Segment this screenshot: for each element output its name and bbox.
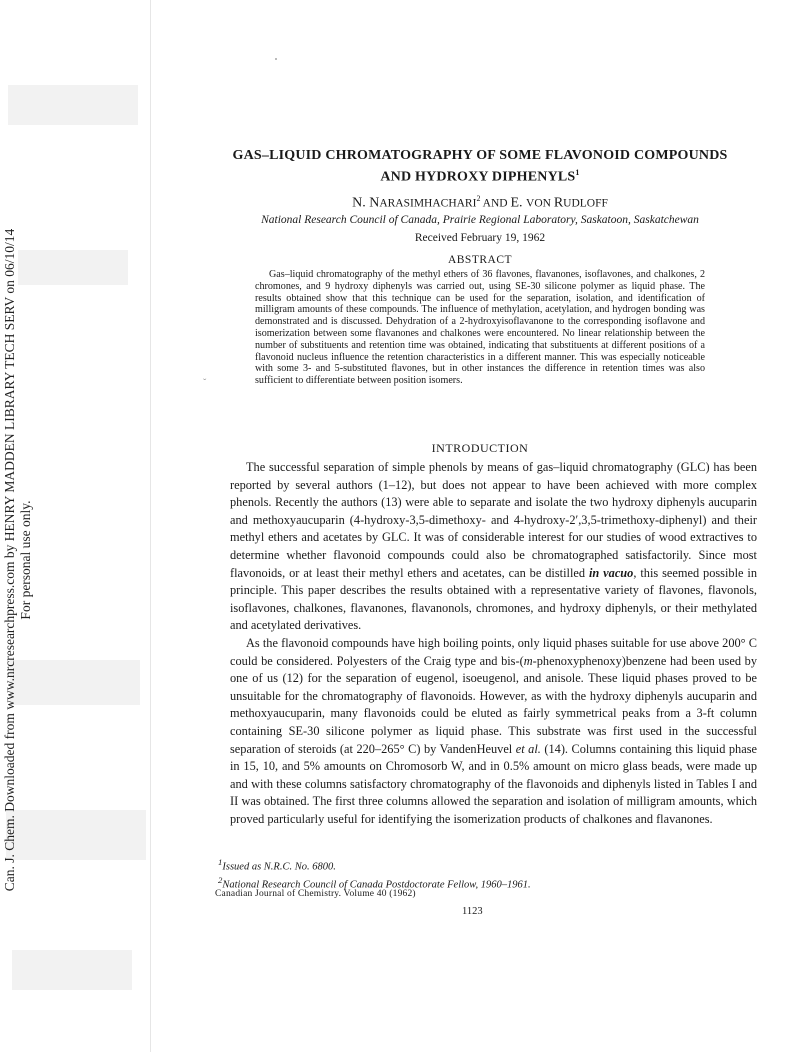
journal-citation: Canadian Journal of Chemistry. Volume 40 (1962) xyxy=(215,889,416,899)
paragraph-2 xyxy=(230,635,757,829)
abstract-text: Gas–liquid chromatography of the methyl ethers of 36 flavones, flavanones, isoflavones, and chalkones, 2 chromones, and 9 hydroxy diphenyls was carried out, using SE-30 silicone polymer as liquid phase. The results obtained show that this technique can be used for the separation, isolation, and identification of milligram amounts of these compounds. The influence of methylation, acetylation, and hydrogen bonding was demonstrated and is discussed. Dehydration of a 2-hydroxyisoflavanone to the corresponding isoflavone and isomerization between some flavanones and chalkones were encountered. No linear relationship between the number of substituents and retention time was obtained, indicating that substituents at different positions of a flavonoid nucleus influence the retention characteristics in a different manner. This was especially noticeable with some 3- and 5-substituted flavones, but in other instances the difference in retention times was also sufficient to differentiate between position isomers. xyxy=(255,269,705,387)
title-line-2 xyxy=(215,164,745,186)
personal-use-notice: For personal use only. xyxy=(18,500,33,620)
et-al-italic: et al. xyxy=(515,741,541,756)
paragraph-2-part-a: As the flavonoid compounds have high boiling points, only liquid phases suitable for use above 200° C could be considered. Polyesters of the Craig type and bis-( xyxy=(230,635,757,668)
abstract-heading: ABSTRACT xyxy=(447,254,513,266)
paragraph-1-part-a: The successful separation of simple phenols by means of gas–liquid chromatography (GLC) has been reported by several authors (1–12), but does not appear to have been achieved with more complex phenols. Recently the authors (13) were able to separate and isolate the two hydroxy diphenyls aucuparin and methoxyaucuparin (4-hydroxy-3,5-dimethoxy- and 4-hydroxy-2′,3,5-trimethoxy-diphenyl) and their methyl ethers and acetates by GLC. It was of considerable interest for our studies of wood extractives to determine whether flavonoid compounds could also be chromatographed satisfactorily. Since most flavonoids, or at least their methyl ethers and acetates, can be distilled xyxy=(230,460,757,580)
author1-footnote-mark: 2 xyxy=(476,194,481,203)
scan-smudge xyxy=(12,950,132,990)
affiliation: National Research Council of Canada, Prairie Regional Laboratory, Saskatoon, Saskatchewan xyxy=(261,214,699,226)
received-date: Received February 19, 1962 xyxy=(414,232,546,244)
author-and: AND xyxy=(480,197,511,210)
footnote-2-mark: 2 xyxy=(218,874,223,885)
paragraph-2-part-b: -phenoxyphenoxy)benzene had been used by one of us (12) for the separation of eugenol, isoeugenol, and anisole. These liquid phases proved to be unsuitable for the chromatography of flavonoids. However, as with the hydroxy diphenyls aucuparin and methoxyaucuparin, many flavonoids could be eluted as fairly symmetrical peaks from a 3-ft column containing SE-30 silicone polymer as liquid phase. This substrate was first used in the successful separation of steroids (at 220–265° C) by VandenHeuvel xyxy=(230,653,758,756)
title-line-2-text: AND HYDROXY DIPHENYLS xyxy=(380,169,576,185)
scan-dot xyxy=(275,58,277,60)
author2-von: VON xyxy=(526,197,554,210)
introduction-heading: INTRODUCTION xyxy=(431,441,529,455)
footnote-1-text: Issued as N.R.C. No. 6800. xyxy=(222,861,336,873)
scan-smudge xyxy=(18,250,128,285)
download-watermark xyxy=(2,190,34,930)
author1-surname: ARASIMHACHARI xyxy=(379,197,477,210)
footnote-2-text: National Research Council of Canada Postdoctorate Fellow, 1960–1961. xyxy=(222,879,531,890)
scan-smudge xyxy=(8,85,138,125)
in-vacuo-italic: in vacuo xyxy=(588,565,634,580)
author2-surname: UDLOFF xyxy=(563,197,608,210)
author1-initial: N. N xyxy=(352,195,380,211)
paragraph-2-part-c: (14). Columns containing this liquid phase in 15, 10, and 5% amounts on Chromosorb W, and in 0.5% amount on micro glass beads, were made up and with these columns satisfactory chromatography of the flavonoids and diphenyls listed in Tables I and II was obtained. The first three columns allowed the separation and isolation of milligram amounts, which proved particularly useful for identifying the isomerization products of chalkones and flavanones. xyxy=(230,741,757,826)
title-footnote-mark: 1 xyxy=(575,168,580,177)
paper-title xyxy=(215,147,745,186)
footnotes xyxy=(218,856,718,891)
margin-mark: ˇ xyxy=(203,378,207,389)
page-number: 1123 xyxy=(462,906,483,917)
download-sidebar xyxy=(0,0,151,1052)
author-line xyxy=(215,194,745,212)
paragraph-1-part-b: , this seemed possible in principle. This paper describes the results obtained with a representative variety of flavones, flavonols, isoflavones, chalkones, flavanones, flavanonols, chromones, and hydroxy diphenyls, or their methylated and acetylated derivatives. xyxy=(230,565,758,633)
author2-initial: E. xyxy=(510,195,527,211)
introduction-body xyxy=(230,459,757,828)
footnote-1-mark: 1 xyxy=(218,857,223,867)
title-line-1: GAS–LIQUID CHROMATOGRAPHY OF SOME FLAVONOID COMPOUNDS xyxy=(232,148,728,163)
author2-R: R xyxy=(553,195,564,211)
paragraph-1 xyxy=(230,459,757,635)
download-notice: Can. J. Chem. Downloaded from www.nrcresearchpress.com by HENRY MADDEN LIBRARY TECH SERV on 06/10/14 xyxy=(2,228,17,892)
meta-italic: m xyxy=(523,653,533,668)
footnote-1 xyxy=(218,856,718,874)
